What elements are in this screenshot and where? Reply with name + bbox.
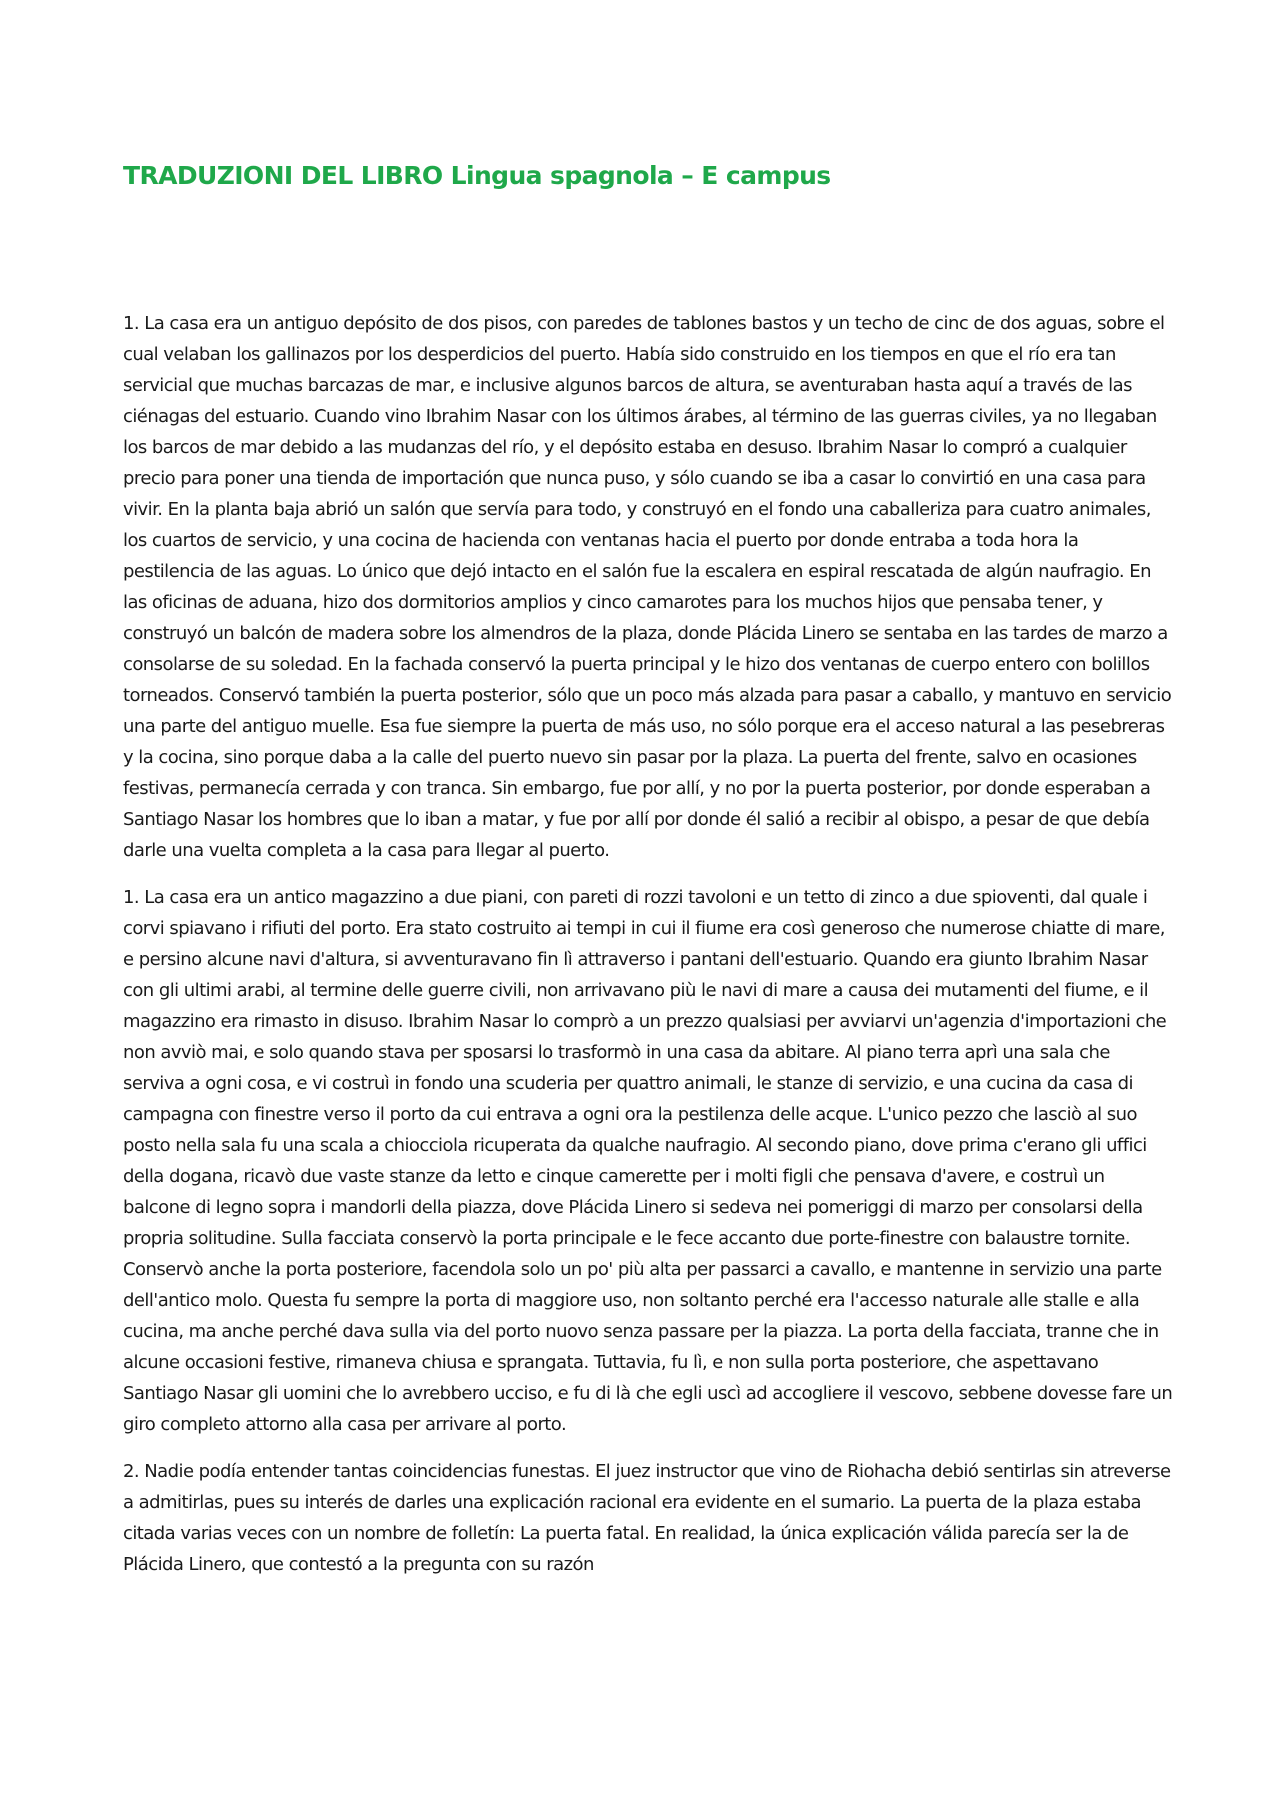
document-body bbox=[123, 308, 1173, 1596]
paragraph-spanish-2: 2. Nadie podía entender tantas coincidencias funestas. El juez instructor que vino de Riohacha debió sentirlas sin atreverse a admitirlas, pues su interés de darles una explicación racional era evidente en el sumario. La puerta de la plaza estaba citada varias veces con un nombre de folletín: La puerta fatal. En realidad, la única explicación válida parecía ser la de Plácida Linero, que contestó a la pregunta con su razón bbox=[123, 1461, 1171, 1575]
paragraph-spanish-1: 1. La casa era un antiguo depósito de dos pisos, con paredes de tablones bastos y un techo de cinc de dos aguas, sobre el cual velaban los gallinazos por los desperdicios del puerto. Había sido construido en los tiempos en que el río era tan servicial que muchas barcazas de mar, e inclusive algunos barcos de altura, se aventuraban hasta aquí a través de las ciénagas del estuario. Cuando vino Ibrahim Nasar con los últimos árabes, al término de las guerras civiles, ya no llegaban los barcos de mar debido a las mudanzas del río, y el depósito estaba en desuso. Ibrahim Nasar lo compró a cualquier precio para poner una tienda de importación que nunca puso, y sólo cuando se iba a casar lo convirtió en una casa para vivir. En la planta baja abrió un salón que servía para todo, y construyó en el fondo una caballeriza para cuatro animales, los cuartos de servicio, y una cocina de hacienda con ventanas hacia el puerto por donde entraba a toda hora la pestilencia de las aguas. Lo único que dejó intacto en el salón fue la escalera en espiral rescatada de algún naufragio. En las oficinas de aduana, hizo dos dormitorios amplios y cinco camarotes para los muchos hijos que pensaba tener, y construyó un balcón de madera sobre los almendros de la plaza, donde Plácida Linero se sentaba en las tardes de marzo a consolarse de su soledad. En la fachada conservó la puerta principal y le hizo dos ventanas de cuerpo entero con bolillos torneados. Conservó también la puerta posterior, sólo que un poco más alzada para pasar a caballo, y mantuvo en servicio una parte del antiguo muelle. Esa fue siempre la puerta de más uso, no sólo porque era el acceso natural a las pesebreras y la cocina, sino porque daba a la calle del puerto nuevo sin pasar por la plaza. La puerta del frente, salvo en ocasiones festivas, permanecía cerrada y con tranca. Sin embargo, fue por allí, y no por la puerta posterior, por donde esperaban a Santiago Nasar los hombres que lo iban a matar, y fue por allí por donde él salió a recibir al obispo, a pesar de que debía darle una vuelta completa a la casa para llegar al puerto. bbox=[123, 313, 1172, 861]
document-title: TRADUZIONI DEL LIBRO Lingua spagnola – E campus bbox=[123, 161, 831, 190]
paragraph-italian-1: 1. La casa era un antico magazzino a due piani, con pareti di rozzi tavoloni e un tetto di zinco a due spioventi, dal quale i corvi spiavano i rifiuti del porto. Era stato costruito ai tempi in cui il fiume era così generoso che numerose chiatte di mare, e persino alcune navi d'altura, si avventuravano fin lì attraverso i pantani dell'estuario. Quando era giunto Ibrahim Nasar con gli ultimi arabi, al termine delle guerre civili, non arrivavano più le navi di mare a causa dei mutamenti del fiume, e il magazzino era rimasto in disuso. Ibrahim Nasar lo comprò a un prezzo qualsiasi per avviarvi un'agenzia d'importazioni che non avviò mai, e solo quando stava per sposarsi lo trasformò in una casa da abitare. Al piano terra aprì una sala che serviva a ogni cosa, e vi costruì in fondo una scuderia per quattro animali, le stanze di servizio, e una cucina da casa di campagna con finestre verso il porto da cui entrava a ogni ora la pestilenza delle acque. L'unico pezzo che lasciò al suo posto nella sala fu una scala a chiocciola ricuperata da qualche naufragio. Al secondo piano, dove prima c'erano gli uffici della dogana, ricavò due vaste stanze da letto e cinque camerette per i molti figli che pensava d'avere, e costruì un balcone di legno sopra i mandorli della piazza, dove Plácida Linero si sedeva nei pomeriggi di marzo per consolarsi della propria solitudine. Sulla facciata conservò la porta principale e le fece accanto due porte-finestre con balaustre tornite. Conservò anche la porta posteriore, facendola solo un po' più alta per passarci a cavallo, e mantenne in servizio una parte dell'antico molo. Questa fu sempre la porta di maggiore uso, non soltanto perché era l'accesso naturale alle stalle e alla cucina, ma anche perché dava sulla via del porto nuovo senza passare per la piazza. La porta della facciata, tranne che in alcune occasioni festive, rimaneva chiusa e sprangata. Tuttavia, fu lì, e non sulla porta posteriore, che aspettavano Santiago Nasar gli uomini che lo avrebbero ucciso, e fu di là che egli uscì ad accogliere il vescovo, sebbene dovesse fare un giro completo attorno alla casa per arrivare al porto. bbox=[123, 887, 1173, 1435]
